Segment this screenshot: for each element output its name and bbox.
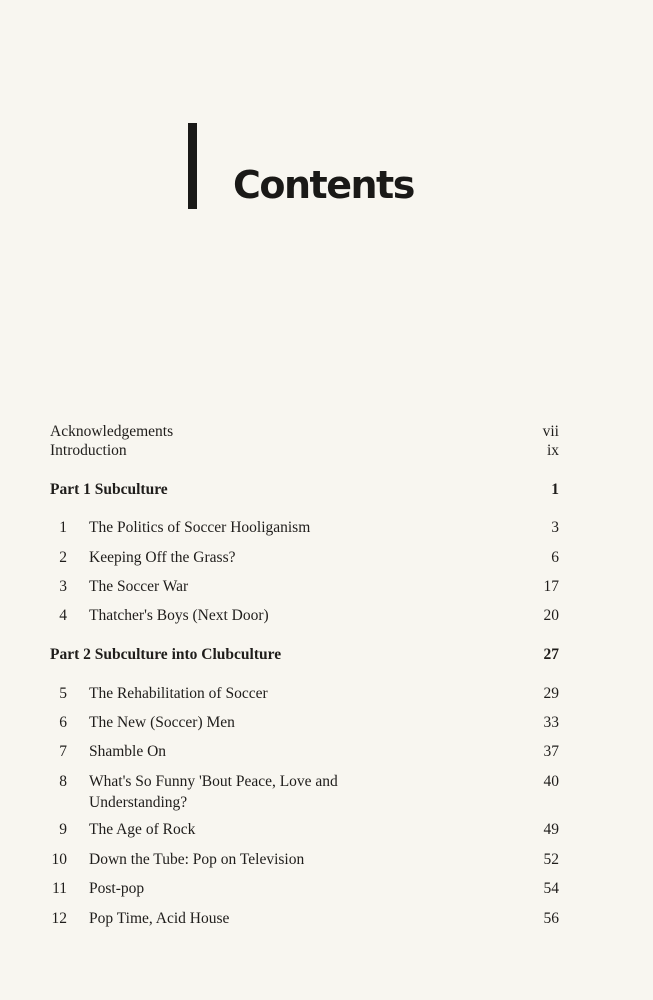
- chapter-page: 54: [543, 880, 559, 897]
- chapter-number: 3: [59, 578, 67, 595]
- chapter-page: 17: [543, 578, 559, 595]
- chapter-title: The Soccer War: [89, 578, 189, 595]
- chapter-title: Down the Tube: Pop on Television: [89, 851, 305, 868]
- chapter-title: The Rehabilitation of Soccer: [89, 685, 268, 702]
- chapter-number: 2: [59, 549, 67, 566]
- chapter-number: 12: [51, 910, 67, 927]
- chapter-page: 49: [543, 821, 559, 838]
- chapter-number: 6: [59, 714, 67, 731]
- part-page: 27: [543, 646, 559, 663]
- chapter-page: 3: [551, 519, 559, 536]
- part-page: 1: [551, 481, 559, 498]
- chapter-number: 8: [59, 773, 67, 790]
- chapter-page: 37: [543, 743, 559, 760]
- chapter-page: 52: [543, 851, 559, 868]
- part-title: Part 2 Subculture into Clubculture: [50, 646, 282, 663]
- chapter-number: 11: [52, 880, 67, 897]
- chapter-title: The New (Soccer) Men: [89, 714, 235, 731]
- chapter-page: 29: [543, 685, 559, 702]
- chapter-number: 10: [51, 851, 67, 868]
- toc-entry-title: Introduction: [50, 442, 127, 459]
- toc-entry-title: Acknowledgements: [50, 423, 174, 440]
- chapter-number: 5: [59, 685, 67, 702]
- chapter-title: Post-pop: [89, 880, 145, 897]
- chapter-title: Pop Time, Acid House: [89, 910, 230, 927]
- chapter-title: Thatcher's Boys (Next Door): [89, 607, 269, 624]
- chapter-number: 1: [59, 519, 67, 536]
- chapter-title: The Politics of Soccer Hooliganism: [89, 519, 311, 536]
- chapter-title: The Age of Rock: [89, 821, 196, 838]
- chapter-page: 6: [551, 549, 559, 566]
- chapter-title: Shamble On: [89, 743, 167, 760]
- chapter-page: 20: [543, 607, 559, 624]
- toc-entry-page: vii: [542, 423, 559, 440]
- chapter-title: What's So Funny 'Bout Peace, Love and Understanding?: [89, 773, 338, 811]
- chapter-page: 40: [543, 773, 559, 790]
- toc-entry-page: ix: [546, 442, 559, 459]
- chapter-page: 33: [543, 714, 559, 731]
- title-accent-bar: [188, 123, 197, 209]
- chapter-number: 7: [59, 743, 67, 760]
- chapter-number: 4: [59, 607, 67, 624]
- page-title: Contents: [233, 163, 414, 207]
- part-title: Part 1 Subculture: [50, 481, 168, 498]
- chapter-number: 9: [59, 821, 67, 838]
- chapter-title: Keeping Off the Grass?: [89, 549, 236, 566]
- chapter-page: 56: [543, 910, 559, 927]
